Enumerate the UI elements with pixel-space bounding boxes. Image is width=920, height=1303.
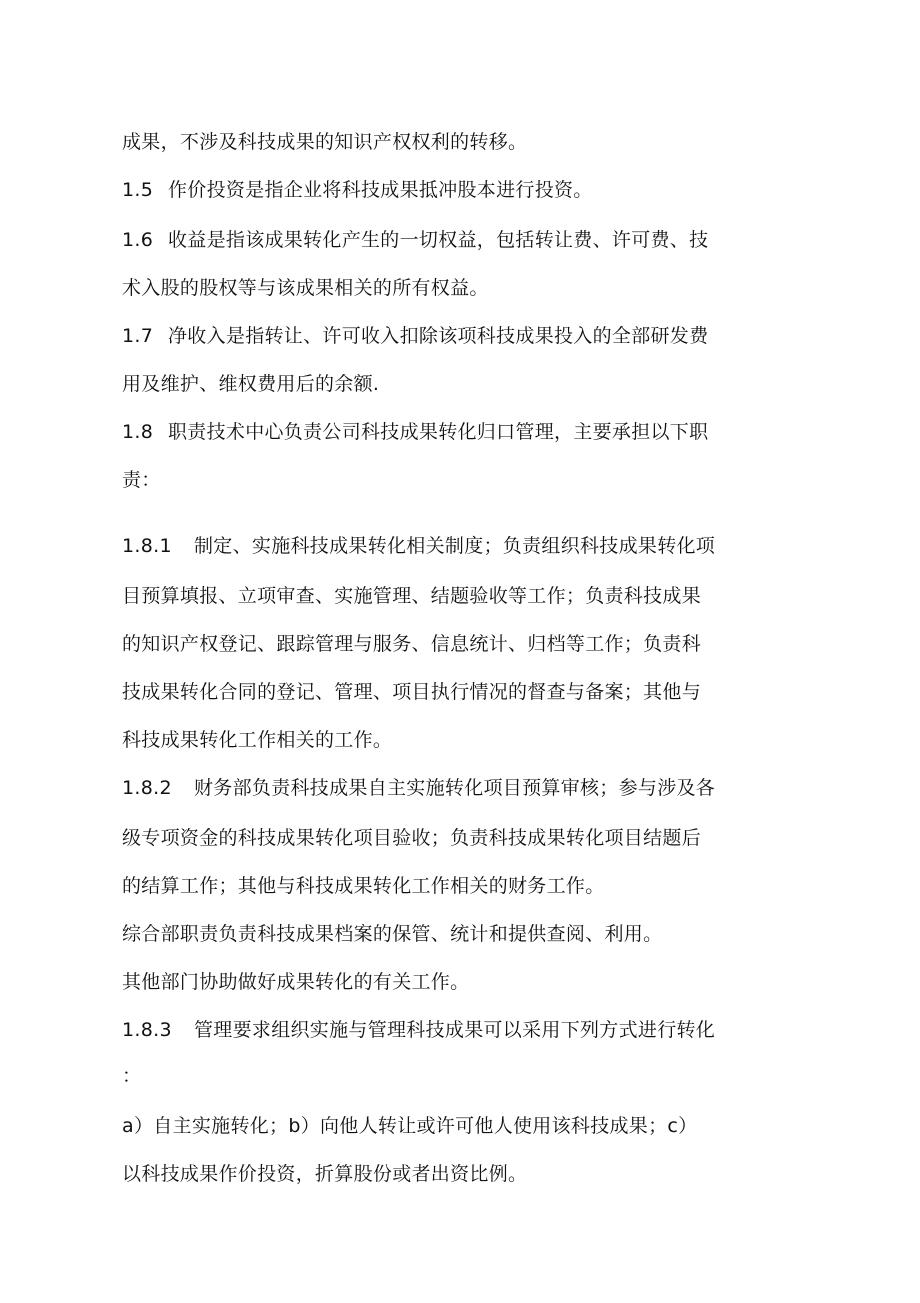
text-line: 其他部门协助做好成果转化的有关工作。 bbox=[122, 971, 470, 993]
section-number: 1.8.2 bbox=[122, 777, 172, 799]
section-1-8: 1.8 职责技术中心负责公司科技成果转化归口管理，主要承担以下职 bbox=[122, 421, 709, 443]
text-line: 责： bbox=[122, 469, 161, 491]
text-line: 技成果转化合同的登记、管理、项目执行情况的督查与备案；其他与 bbox=[122, 681, 702, 703]
section-1-7: 1.7 净收入是指转让、许可收入扣除该项科技成果投入的全部研发费 bbox=[122, 325, 709, 347]
text-line: 科技成果转化工作相关的工作。 bbox=[122, 729, 393, 751]
text-line: 综合部职责负责科技成果档案的保管、统计和提供查阅、利用。 bbox=[122, 923, 663, 945]
text-line: a）自主实施转化；b）向他人转让或许可他人使用该科技成果；c） bbox=[122, 1115, 698, 1137]
text-line: 术入股的股权等与该成果相关的所有权益。 bbox=[122, 277, 489, 299]
text-line: ： bbox=[122, 1065, 142, 1087]
section-number: 1.8 bbox=[122, 421, 154, 443]
text-line: 级专项资金的科技成果转化项目验收；负责科技成果转化项目结题后 bbox=[122, 827, 702, 849]
text-line: 的知识产权登记、跟踪管理与服务、信息统计、归档等工作；负责科 bbox=[122, 633, 702, 655]
section-number: 1.5 bbox=[122, 179, 154, 201]
text-line: 用及维护、维权费用后的余额. bbox=[122, 373, 380, 395]
section-1-5: 1.5 作价投资是指企业将科技成果抵冲股本进行投资。 bbox=[122, 179, 593, 201]
section-number: 1.8.3 bbox=[122, 1019, 172, 1041]
section-number: 1.6 bbox=[122, 229, 154, 251]
section-1-8-3: 1.8.3 管理要求组织实施与管理科技成果可以采用下列方式进行转化 bbox=[122, 1019, 716, 1041]
section-number: 1.7 bbox=[122, 325, 154, 347]
text-line: 以科技成果作价投资，折算股份或者出资比例。 bbox=[122, 1163, 528, 1185]
section-1-8-1: 1.8.1 制定、实施科技成果转化相关制度；负责组织科技成果转化项 bbox=[122, 535, 716, 557]
text-line: 目预算填报、立项审查、实施管理、结题验收等工作；负责科技成果 bbox=[122, 585, 702, 607]
text-line: 成果，不涉及科技成果的知识产权权利的转移。 bbox=[122, 131, 528, 153]
text-line: 的结算工作；其他与科技成果转化工作相关的财务工作。 bbox=[122, 875, 605, 897]
section-number: 1.8.1 bbox=[122, 535, 172, 557]
section-1-6: 1.6 收益是指该成果转化产生的一切权益，包括转让费、许可费、技 bbox=[122, 229, 709, 251]
section-1-8-2: 1.8.2 财务部负责科技成果自主实施转化项目预算审核；参与涉及各 bbox=[122, 777, 716, 799]
